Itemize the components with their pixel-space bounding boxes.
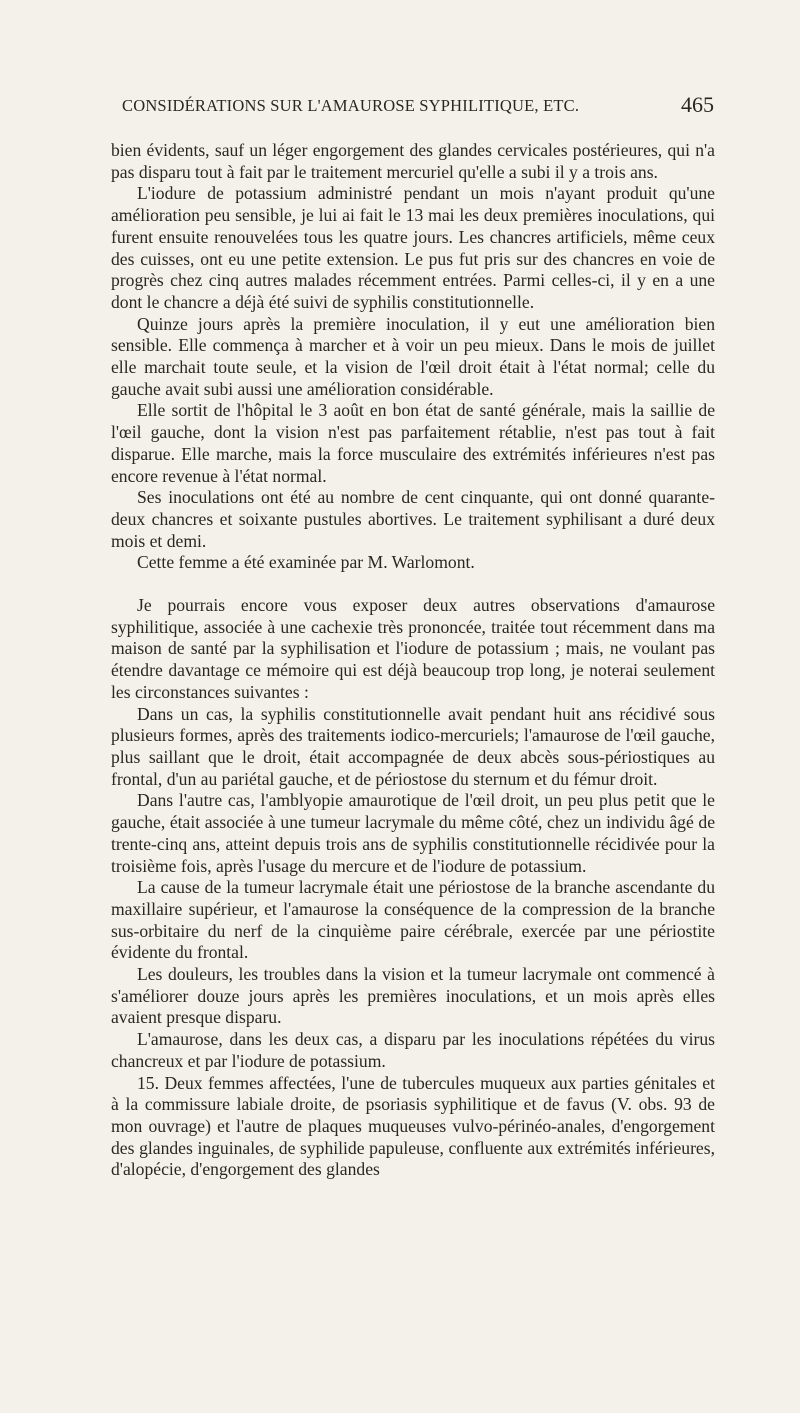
paragraph: Elle sortit de l'hôpital le 3 août en bon état de santé générale, mais la saillie de l'œil gauche, dont la vision n'est pas parfaitement rétablie, n'est pas tout à fait disparue. Elle marche, mais la force musculaire des extrémités inférieures n'est pas encore revenue à l'état normal. bbox=[111, 400, 715, 486]
paragraph: La cause de la tumeur lacrymale était une périostose de la branche ascendante du maxillaire supérieur, et l'amaurose la conséquence de la compression de la branche sus-orbitaire du nerf de la cinquième paire cérébrale, exercée par une périostite évidente du frontal. bbox=[111, 877, 715, 963]
body-text bbox=[111, 140, 715, 1181]
paragraph: Les douleurs, les troubles dans la vision et la tumeur lacrymale ont commencé à s'améliorer douze jours après les premières inoculations, et un mois après elles avaient presque disparu. bbox=[111, 964, 715, 1028]
paragraph: Dans un cas, la syphilis constitutionnelle avait pendant huit ans récidivé sous plusieurs formes, après des traitements iodico-mercuriels; l'amaurose de l'œil gauche, plus saillant que le droit, était accompagnée de deux abcès sous-périostiques au frontal, d'un au pariétal gauche, et de périostose du sternum et du fémur droit. bbox=[111, 703, 715, 789]
paragraph: Ses inoculations ont été au nombre de cent cinquante, qui ont donné quarante-deux chancres et soixante pustules abortives. Le traitement syphilisant a duré deux mois et demi. bbox=[111, 487, 715, 551]
page-number: 465 bbox=[681, 92, 714, 117]
paragraph: Dans l'autre cas, l'amblyopie amaurotique de l'œil droit, un peu plus petit que le gauche, était associée à une tumeur lacrymale du même côté, chez un individu âgé de trente-cinq ans, atteint depuis trois ans de syphilis constitutionnelle récidivée pour la troisième fois, après l'usage du mercure et de l'iodure de potassium. bbox=[111, 790, 715, 876]
running-title: CONSIDÉRATIONS SUR L'AMAUROSE SYPHILITIQUE, ETC. bbox=[122, 96, 580, 115]
paragraph: L'iodure de potassium administré pendant un mois n'ayant produit qu'une amélioration peu sensible, je lui ai fait le 13 mai les deux premières inoculations, qui furent ensuite renouvelées tous les quatre jours. Les chancres artificiels, même ceux des cuisses, ont eu une petite extension. Le pus fut pris sur des chancres en voie de progrès chez cinq autres malades récemment entrées. Parmi celles-ci, il y en a une dont le chancre a déjà été suivi de syphilis constitutionnelle. bbox=[111, 183, 715, 312]
paragraph: Cette femme a été examinée par M. Warlomont. bbox=[137, 552, 475, 573]
paragraph: Quinze jours après la première inoculation, il y eut une amélioration bien sensible. Elle commença à marcher et à voir un peu mieux. Dans le mois de juillet elle marchait toute seule, et la vision de l'œil droit était à l'état normal; celle du gauche avait subi aussi une amélioration considérable. bbox=[111, 313, 715, 399]
paragraph: 15. Deux femmes affectées, l'une de tubercules muqueux aux parties génitales et à la commissure labiale droite, de psoriasis syphilitique et de favus (V. obs. 93 de mon ouvrage) et l'autre de plaques muqueuses vulvo-périnéo-anales, d'engorgement des glandes inguinales, de syphilide papuleuse, confluente aux extrémités inférieures, d'alopécie, d'engorgement des glandes bbox=[111, 1072, 715, 1180]
paragraph: Je pourrais encore vous exposer deux autres observations d'amaurose syphilitique, associée à une cachexie très prononcée, traitée tout récemment dans ma maison de santé par la syphilisation et l'iodure de potassium ; mais, ne voulant pas étendre davantage ce mémoire qui est déjà beaucoup trop long, je noterai seulement les circonstances suivantes : bbox=[111, 595, 715, 702]
paragraph: bien évidents, sauf un léger engorgement des glandes cervicales postérieures, qui n'a pas disparu tout à fait par le traitement mercuriel qu'elle a subi il y a trois ans. bbox=[111, 140, 715, 182]
paragraph: L'amaurose, dans les deux cas, a disparu par les inoculations répétées du virus chancreux et par l'iodure de potassium. bbox=[111, 1029, 715, 1071]
running-header bbox=[122, 94, 714, 120]
